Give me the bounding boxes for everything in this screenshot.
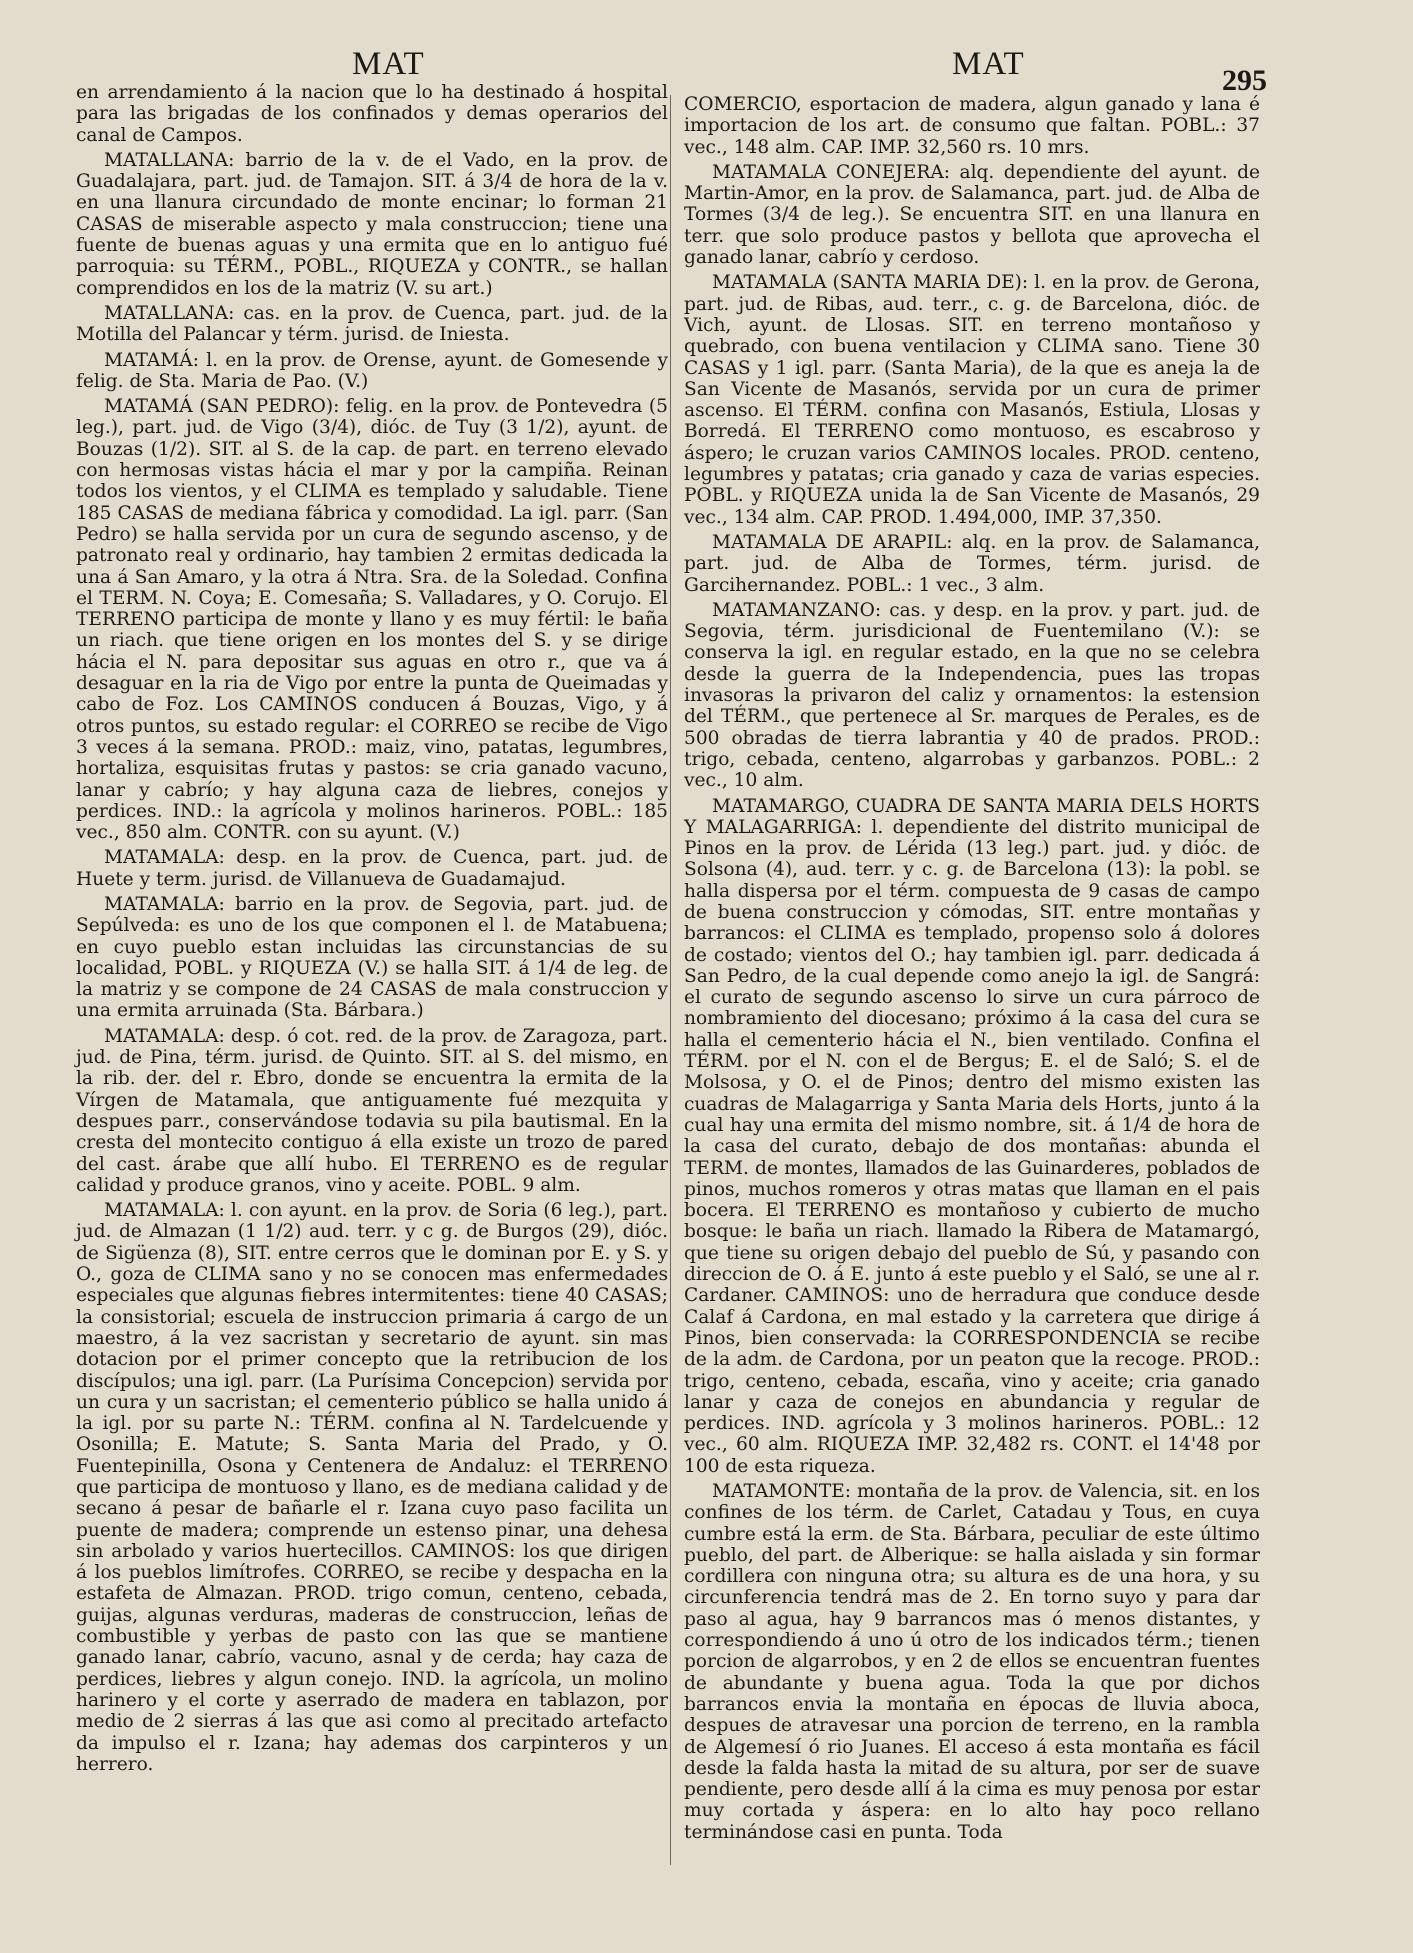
entry-paragraph: MATAMÁ (SAN PEDRO): felig. en la prov. de Pontevedra (5 leg.), part. jud. de Vigo (3/4), dióc. de Tuy (3 1/2), ayunt. de Bouzas (1/2). SIT. al S. de la cap. de part. en terreno elevado con hermosas vistas hácia el mar y por la campiña. Reinan todos los vientos, y el CLIMA es templado y saludable. Tiene 185 CASAS de mediana fábrica y comodidad. La igl. parr. (San Pedro) se halla servida por un cura de segundo ascenso, y de patronato real y ordinario, hay tambien 2 ermitas dedicada la una á San Amaro, y la otra á Ntra. Sra. de la Soledad. Confina el TERM. N. Coya; E. Comesaña; S. Valladares, y O. Corujo. El TERRENO participa de monte y llano y es muy fértil: le baña un riach. que tiene origen en los montes del S. y se dirige hácia el N. para depositar sus aguas en otro r., que va á desaguar en la ria de Vigo por entre la punta de Queimadas y cabo de Foz. Los CAMINOS conducen á Bouzas, Vigo, y á otros puntos, su estado regular: el CORREO se recibe de Vigo 3 veces á la semana. PROD.: maiz, vino, patatas, legumbres, hortaliza, esquisitas frutas y pastos: se cria ganado vacuno, lanar y cabrío; y hay alguna caza de liebres, conejos y perdices. IND.: la agrícola y molinos harineros. POBL.: 185 vec., 850 alm. CONTR. con su ayunt. (V.) bbox=[76, 396, 668, 844]
running-head-right: MAT bbox=[952, 46, 1025, 82]
right-column bbox=[684, 94, 1260, 1843]
entry-paragraph: MATAMANZANO: cas. y desp. en la prov. y part. jud. de Segovia, térm. jurisdicional de Fuentemilano (V.): se conserva la igl. en regular estado, en la que no se celebra desde la guerra de la Independencia, pues las tropas invasoras la privaron del caliz y ornamentos: la estension del TÉRM., que pertenece al Sr. marques de Perales, es de 500 obradas de tierra labrantia y 40 de prados. PROD.: trigo, cebada, centeno, algarrobas y garbanzos. POBL.: 2 vec., 10 alm. bbox=[684, 599, 1260, 792]
entry-paragraph: MATAMÁ: l. en la prov. de Orense, ayunt. de Gomesende y felig. de Sta. Maria de Pao. (V.) bbox=[76, 349, 668, 392]
entry-paragraph: MATAMALA: desp. en la prov. de Cuenca, part. jud. de Huete y term. jurisd. de Villanueva de Guadamajud. bbox=[76, 847, 668, 890]
entry-paragraph: MATAMALA: desp. ó cot. red. de la prov. de Zaragoza, part. jud. de Pina, térm. jurisd. de Quinto. SIT. al S. del mismo, en la rib. der. del r. Ebro, donde se encuentra la ermita de la Vírgen de Matamala, que antiguamente fué mezquita y despues parr., conservándose todavia su pila bautismal. En la cresta del montecito contiguo á ella existe un trozo de pared del cast. árabe que allí hubo. El TERRENO es de regular calidad y produce granos, vino y aceite. POBL. 9 alm. bbox=[76, 1025, 668, 1196]
entry-paragraph: MATAMALA CONEJERA: alq. dependiente del ayunt. de Martin-Amor, en la prov. de Salamanca, part. jud. de Alba de Tormes (3/4 de leg.). Se encuentra SIT. en una llanura en terr. que solo produce pastos y bellota que aprovecha el ganado lanar, cabrío y cerdoso. bbox=[684, 161, 1260, 269]
column-divider bbox=[670, 95, 671, 1865]
entry-paragraph: en arrendamiento á la nacion que lo ha destinado á hospital para las brigadas de los confinados y demas operarios del canal de Campos. bbox=[76, 82, 668, 146]
entry-paragraph: MATALLANA: barrio de la v. de el Vado, en la prov. de Guadalajara, part. jud. de Tamajon. SIT. á 3/4 de hora de la v. en una llanura circundado de monte encinar; lo forman 21 CASAS de miserable aspecto y mala construccion; tiene una fuente de buenas aguas y una ermita que en lo antiguo fué parroquia: su TÉRM., POBL., RIQUEZA y CONTR., se hallan comprendidos en los de la matriz (V. su art.) bbox=[76, 149, 668, 299]
entry-paragraph: MATAMALA DE ARAPIL: alq. en la prov. de Salamanca, part. jud. de Alba de Tormes, térm. jurisd. de Garcihernandez. POBL.: 1 vec., 3 alm. bbox=[684, 531, 1260, 596]
entry-paragraph: MATAMARGO, CUADRA DE SANTA MARIA DELS HORTS Y MALAGARRIGA: l. dependiente del distrito municipal de Pinos en la prov. de Lérida (13 leg.) part. jud. y dióc. de Solsona (4), aud. terr. y c. g. de Barcelona (13): la pobl. se halla dispersa por el térm. compuesta de 9 casas de campo de buena construccion y cómodas, SIT. entre montañas y barrancos: el CLIMA es templado, propenso solo á dolores de costado; vientos del O.; hay tambien igl. parr. dedicada á San Pedro, de la cual depende como anejo la igl. de Sangrá: el curato de segundo ascenso lo sirve un cura párroco de nombramiento del diocesano; próximo á la casa del cura se halla el cementerio hácia el N., bien ventilado. Confina el TÉRM. por el N. con el de Bergus; E. el de Saló; S. el de Molsosa, y O. el de Pinos; dentro del mismo existen las cuadras de Malagarriga y Santa Maria dels Horts, junto á la cual hay una ermita del mismo nombre, sit. á 1/4 de hora de la casa del curato, debajo de dos montañas: abunda el TERM. de montes, llamados de las Guinarderes, poblados de pinos, muchos romeros y otras matas que llaman en el pais bocera. El TERRENO es montañoso y cubierto de mucho bosque: le baña un riach. llamado la Ribera de Matamargó, que tiene su origen debajo del pueblo de Sú, y pasando con direccion de O. á E. junto á este pueblo y el Saló, se une al r. Cardaner. CAMINOS: uno de herradura que conduce desde Calaf á Cardona, en mal estado y la carretera que dirige á Pinos, bien conservada: la CORRESPONDENCIA se recibe de la adm. de Cardona, por un peaton que la recoge. PROD.: trigo, centeno, cebada, escaña, vino y aceite; cria ganado lanar y caza de conejos en abundancia y regular de perdices. IND. agrícola y 3 molinos harineros. POBL.: 12 vec., 60 alm. RIQUEZA IMP. 32,482 rs. CONT. el 14'48 por 100 de esta riqueza. bbox=[684, 795, 1260, 1477]
entry-paragraph: MATAMALA: barrio en la prov. de Segovia, part. jud. de Sepúlveda: es uno de los que componen el l. de Matabuena; en cuyo pueblo estan incluidas las circunstancias de su localidad, POBL. y RIQUEZA (V.) se halla SIT. á 1/4 de leg. de la matriz y se compone de 24 CASAS de mala construccion y una ermita arruinada (Sta. Bárbara.) bbox=[76, 893, 668, 1022]
entry-paragraph: MATAMALA: l. con ayunt. en la prov. de Soria (6 leg.), part. jud. de Almazan (1 1/2) aud. terr. y c g. de Burgos (29), dióc. de Sigüenza (8), SIT. entre cerros que le dominan por E. y S. y O., goza de CLIMA sano y no se conocen mas enfermedades especiales que algunas fiebres intermitentes: tiene 40 CASAS; la consistorial; escuela de instruccion primaria á cargo de un maestro, á la vez sacristan y secretario de ayunt. sin mas dotacion por el primer concepto que la retribucion de los discípulos; una igl. parr. (La Purísima Concepcion) servida por un cura y un sacristan; el cementerio público se halla unido á la igl. por su parte N.: TÉRM. confina al N. Tardelcuende y Osonilla; E. Matute; S. Santa Maria del Prado, y O. Fuentepinilla, Osona y Centenera de Andaluz: el TERRENO que participa de montuoso y llano, es de mediana calidad y de secano á pesar de bañarle el r. Izana cuyo paso facilita un puente de madera; comprende un estenso pinar, una dehesa sin arbolado y varios huertecillos. CAMINOS: los que dirigen á los pueblos limítrofes. CORREO, se recibe y despacha en la estafeta de Almazan. PROD. trigo comun, centeno, cebada, guijas, algunas verduras, maderas de construccion, leñas de combustible y yerbas de pasto con las que se mantiene ganado lanar, cabrío, vacuno, asnal y de cerda; hay caza de perdices, liebres y algun conejo. IND. la agrícola, un molino harinero y el corte y aserrado de madera en tablazon, por medio de 2 sierras á las que asi como al precitado artefacto da impulso el r. Izana; hay ademas dos carpinteros y un herrero. bbox=[76, 1200, 668, 1775]
page-number: 295 bbox=[1222, 64, 1267, 97]
entry-paragraph: COMERCIO, esportacion de madera, algun ganado y lana é importacion de los art. de consumo que faltan. POBL.: 37 vec., 148 alm. CAP. IMP. 32,560 rs. 10 mrs. bbox=[684, 94, 1260, 158]
left-column bbox=[76, 82, 668, 1775]
entry-paragraph: MATALLANA: cas. en la prov. de Cuenca, part. jud. de la Motilla del Palancar y térm. jurisd. de Iniesta. bbox=[76, 302, 668, 346]
entry-paragraph: MATAMALA (SANTA MARIA DE): l. en la prov. de Gerona, part. jud. de Ribas, aud. terr., c. g. de Barcelona, dióc. de Vich, ayunt. de Llosas. SIT. en terreno montañoso y quebrado, con buena ventilacion y CLIMA sano. Tiene 30 CASAS y 1 igl. parr. (Santa Maria), de la que es aneja la de San Vicente de Masanós, servida por un cura de primer ascenso. El TÉRM. confina con Masanós, Estiula, Llosas y Borredá. El TERRENO como montuoso, es escabroso y áspero; le cruzan varios CAMINOS locales. PROD. centeno, legumbres y patatas; cria ganado y caza de varias especies. POBL. y RIQUEZA unida la de San Vicente de Masanós, 29 vec., 134 alm. CAP. PROD. 1.494,000, IMP. 37,350. bbox=[684, 272, 1260, 528]
running-head-left: MAT bbox=[352, 46, 425, 82]
entry-paragraph: MATAMONTE: montaña de la prov. de Valencia, sit. en los confines de los térm. de Carlet, Catadau y Tous, en cuya cumbre está la erm. de Sta. Bárbara, peculiar de este último pueblo, del part. de Alberique: se halla aislada y sin formar cordillera con ninguna otra; su altura es de una hora, y su circunferencia tendrá mas de 2. En torno suyo y para dar paso al agua, hay 9 barrancos mas ó menos distantes, y correspondiendo á uno ú otro de los indicados térm.; tienen porcion de algarrobos, y en 2 de ellos se encuentran fuentes de abundante y buena agua. Toda la que por dichos barrancos envia la montaña en épocas de lluvia aboca, despues de atravesar una porcion de terreno, en la rambla de Algemesí ó rio Juanes. El acceso á esta montaña es fácil desde la falda hasta la mitad de su altura, por ser de suave pendiente, pero desde allí á la cima es muy penosa por estar muy cortada y áspera: en lo alto hay poco rellano terminándose casi en punta. Toda bbox=[684, 1481, 1260, 1843]
